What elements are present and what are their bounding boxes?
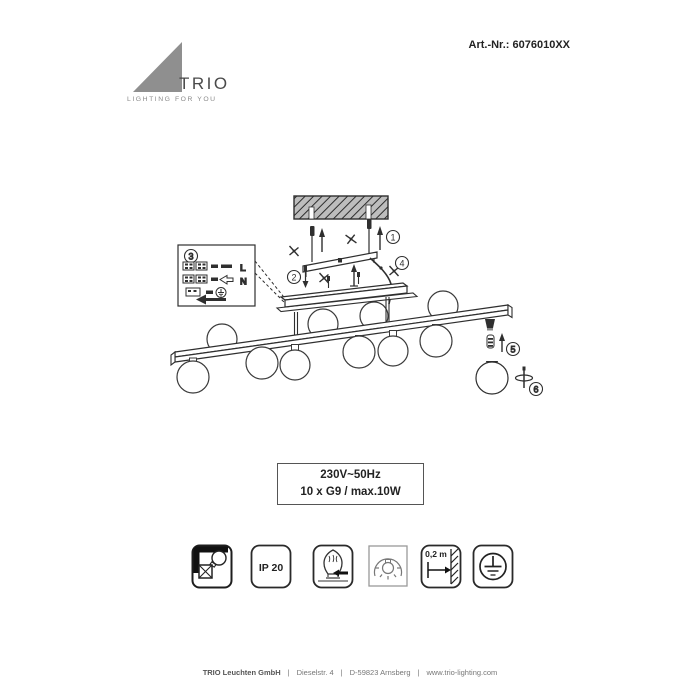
- brand-name: TRIO: [179, 74, 230, 93]
- replace-shield-icon: [311, 543, 355, 590]
- earth-symbol-icon: [216, 288, 226, 298]
- ceiling-hatch: [294, 196, 388, 219]
- footer-separator: |: [340, 668, 343, 677]
- mounting-surface-icon: [190, 543, 234, 590]
- callout-4: [396, 257, 409, 270]
- up-arrow-small: [350, 264, 358, 286]
- svg-text:2: 2: [291, 272, 297, 283]
- mounting-bracket: [303, 252, 377, 277]
- g9-bulb-icon: [487, 335, 494, 348]
- callout-2: [288, 271, 301, 284]
- footer-separator: |: [287, 668, 290, 677]
- wingnut-icon: [346, 233, 357, 245]
- footer-website: www.trio-lighting.com: [426, 668, 498, 677]
- illuminant-radiation-icon: [366, 543, 410, 590]
- callout-1: [387, 231, 400, 244]
- svg-text:6: 6: [533, 384, 539, 395]
- callout-6: [530, 383, 543, 396]
- protective-earth-icon: [471, 543, 515, 590]
- bulb-detail: [476, 319, 543, 396]
- svg-text:5: 5: [510, 344, 516, 355]
- footer-city: D-59823 Arnsberg: [349, 668, 411, 677]
- svg-text:0,2 m: 0,2 m: [425, 549, 447, 559]
- ip-rating-badge: [249, 543, 293, 590]
- specs-voltage: 230V~50Hz: [320, 469, 381, 481]
- specs-box: [277, 463, 424, 505]
- label-neutral: N: [240, 276, 247, 288]
- min-distance-icon: [419, 543, 463, 590]
- wingnut-icon: [290, 246, 299, 256]
- rotate-sphere-icon: [516, 367, 533, 389]
- callout-3: [185, 250, 198, 263]
- svg-text:4: 4: [399, 258, 405, 269]
- footer-street: Dieselstr. 4: [296, 668, 334, 677]
- callout-5: [507, 343, 520, 356]
- footer-company: TRIO Leuchten GmbH: [202, 668, 281, 677]
- specs-lamps: 10 x G9 / max.10W: [300, 486, 401, 498]
- svg-text:1: 1: [390, 232, 396, 243]
- footer-separator: |: [417, 668, 420, 677]
- label-live: L: [240, 263, 246, 274]
- svg-text:3: 3: [188, 251, 194, 262]
- wiring-inset: [178, 245, 288, 306]
- brand-tagline: LIGHTING FOR YOU: [127, 96, 217, 103]
- footer: [0, 668, 700, 677]
- svg-text:IP 20: IP 20: [258, 562, 284, 574]
- article-number: Art.-Nr.: 6076010XX: [468, 39, 570, 51]
